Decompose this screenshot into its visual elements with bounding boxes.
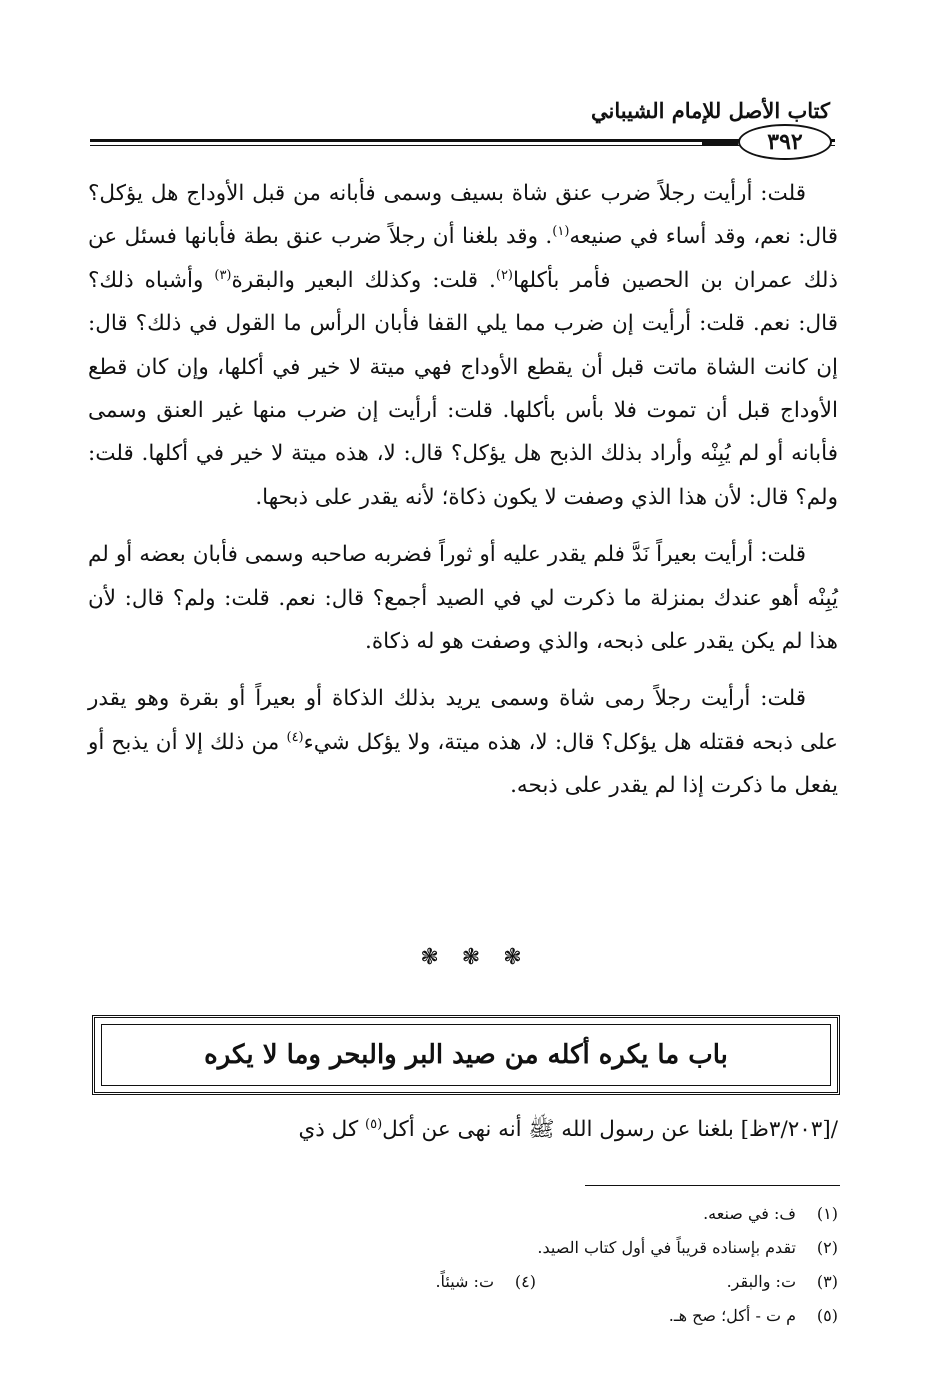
page-number-tail xyxy=(702,142,738,145)
p1-text-b: . وقد بلغنا أن رجلاً ضرب عنق بطة فأبانها فسئل عن ذلك عمران بن الحصين فأمر بأكلها xyxy=(88,224,839,293)
footnote-row xyxy=(88,1299,838,1333)
paragraph-1 xyxy=(88,172,838,519)
footnote-number: (٥) xyxy=(816,1306,838,1325)
page-number: ٣٩٢ xyxy=(738,124,832,160)
paragraph-3 xyxy=(88,677,838,807)
footnote-number: (١) xyxy=(816,1204,838,1223)
paragraph-2: قلت: أرأيت بعيراً نَدَّ فلم يقدر عليه أو ثوراً فضربه صاحبه وسمى فأبان بعضه أو لم يُبِنْه أهو عندك بمنزلة ما ذكرت لي في الصيد أجمع؟ قال: نعم. قلت: ولم؟ قال: لأن هذا لم يكن يقدر على ذبحه، والذي وصفت هو له ذكاة. xyxy=(88,542,838,655)
footnote-text: ت: شيئاً. xyxy=(435,1272,494,1291)
footnotes xyxy=(88,1197,838,1333)
footnote-row xyxy=(88,1197,838,1231)
p3-text-a: قلت: أرأيت رجلاً رمى شاة وسمى يريد بذلك الذكاة أو بعيراً أو بقرة وهو يقدر على ذبحه فقتله هل يؤكل؟ قال: لا، هذه ميتة، ولا يؤكل شيء xyxy=(88,686,838,755)
footnote-text: م ت - أكل؛ صح هـ. xyxy=(668,1306,796,1325)
p1-text-a: قلت: أرأيت رجلاً ضرب عنق شاة بسيف وسمى فأبانه من قبل الأوداج هل يؤكل؟ قال: نعم، وقد أساء في صنيعه xyxy=(88,181,839,250)
footnote-ref-3: (٣) xyxy=(214,267,232,283)
section-separator: ❃ ❃ ❃ xyxy=(420,945,530,970)
chapter-heading-box xyxy=(92,1015,840,1095)
footnote-ref-2: (٢) xyxy=(495,267,513,283)
footnote-number: (٣) xyxy=(816,1272,838,1291)
footnote-ref-1: (١) xyxy=(552,224,570,240)
footnote-number: (٤) xyxy=(514,1272,536,1291)
footnote-row xyxy=(88,1265,838,1299)
p1-text-d: وأشباه ذلك؟ قال: نعم. قلت: أرأيت إن ضرب مما يلي القفا فأبان الرأس ما القول في ذلك؟ قال: إن كانت الشاة ماتت قبل أن يقطع الأوداج فهي ميتة لا خير في أكلها، وإن كان قطع الأوداج قبل أن تموت فلا بأس بأكلها. قلت: أرأيت إن ضرب منها غير العنق وسمى فأبانه أو لم يُبِنْه وأراد بذلك الذبح هل يؤكل؟ قال: لا، هذه ميتة لا خير في أكلها. قلت: ولم؟ قال: لأن هذا الذي وصفت لا يكون ذكاة؛ لأنه يقدر على ذبحها. xyxy=(88,267,838,510)
opening-text-a: /[٣/٢٠٣ظ] بلغنا عن رسول الله ﷺ أنه نهى عن أكل xyxy=(382,1117,838,1142)
footnote-row xyxy=(88,1231,838,1265)
body-text xyxy=(88,172,838,822)
chapter-title: باب ما يكره أكله من صيد البر والبحر وما لا يكره xyxy=(204,1040,728,1070)
footnote-text: ت: والبقر. xyxy=(726,1272,796,1291)
page-number-ornament xyxy=(702,122,832,162)
opening-text-b: كل ذي xyxy=(298,1117,366,1142)
footnote-text: تقدم بإسناده قريباً في أول كتاب الصيد. xyxy=(537,1238,796,1257)
chapter-opening-line xyxy=(88,1108,838,1151)
footnote-ref-4: (٤) xyxy=(286,729,304,745)
footnote-ref-5: (٥) xyxy=(365,1116,383,1132)
running-title: كتاب الأصل للإمام الشيباني xyxy=(591,98,830,123)
p3-text-b: من ذلك إلا أن يذبح أو يفعل ما ذكرت إذا لم يقدر على ذبحه. xyxy=(88,729,838,799)
footnote-text: ف: في صنعه. xyxy=(703,1204,796,1223)
footnote-number: (٢) xyxy=(816,1238,838,1257)
p1-text-c: . قلت: وكذلك البعير والبقرة xyxy=(231,267,496,293)
footnote-rule xyxy=(585,1185,840,1186)
